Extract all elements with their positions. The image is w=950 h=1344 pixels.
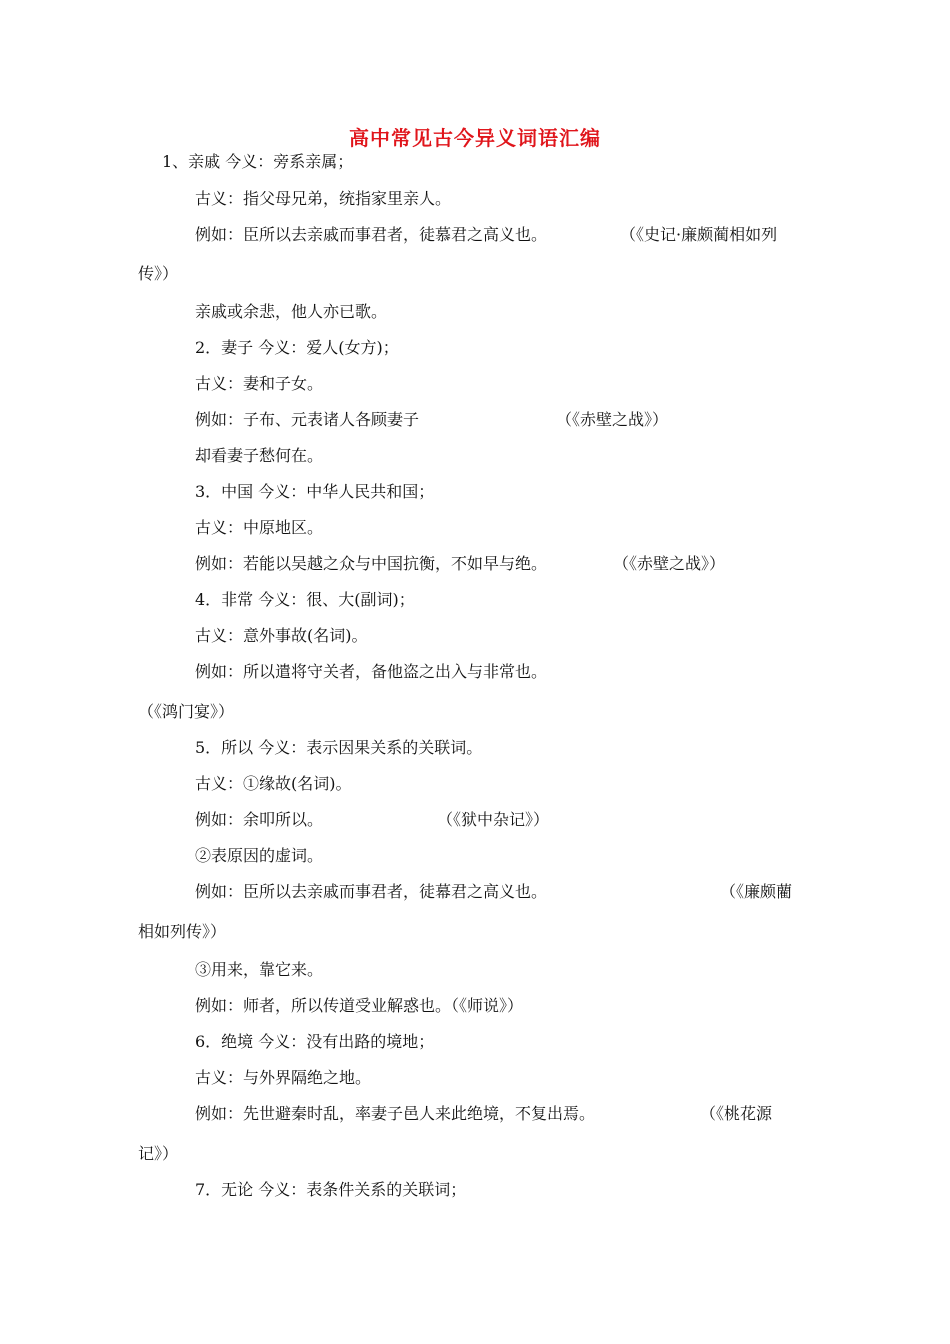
entry-5-ancient-2: ②表原因的虚词。 [195, 846, 324, 865]
entry-1-example-2: 亲戚或余悲，他人亦已歌。 [195, 302, 388, 321]
entry-5-example-2: 例如：臣所以去亲戚而事君者，徒幕君之高义也。 [195, 882, 548, 901]
entry-4-example: 例如：所以遣将守关者，备他盗之出入与非常也。 [195, 662, 548, 681]
entry-3-heading: 3．中国 今义：中华人民共和国； [195, 482, 435, 501]
entry-6-ancient: 古义：与外界隔绝之地。 [195, 1068, 372, 1087]
entry-2-example: 例如：子布、元表诸人各顾妻子 [195, 410, 420, 429]
entry-3-example: 例如：若能以吴越之众与中国抗衡，不如早与绝。 [195, 554, 548, 573]
document-title: 高中常见古今异义词语汇编 [349, 126, 601, 150]
entry-5-example-1: 例如：余叩所以。 [195, 810, 324, 829]
entry-2-example-2: 却看妻子愁何在。 [195, 446, 324, 465]
entry-6-heading: 6．绝境 今义：没有出路的境地； [195, 1032, 435, 1051]
entry-6-example: 例如：先世避秦时乱，率妻子邑人来此绝境，不复出焉。 [195, 1104, 596, 1123]
entry-1-source: （《史记·廉颇蔺相如列 [620, 225, 778, 244]
entry-5-example-3: 例如：师者，所以传道受业解惑也。（《师说》） [195, 996, 524, 1015]
entry-4-source: （《鸿门宴》） [138, 702, 235, 721]
entry-1-example: 例如：臣所以去亲戚而事君者，徒慕君之高义也。 [195, 225, 548, 244]
entry-6-source: （《桃花源 [700, 1104, 773, 1123]
entry-2-source: （《赤壁之战》） [556, 410, 669, 429]
entry-1-ancient: 古义：指父母兄弟，统指家里亲人。 [195, 189, 452, 208]
entry-2-ancient: 古义：妻和子女。 [195, 374, 324, 393]
entry-5-source-1: （《狱中杂记》） [437, 810, 550, 829]
entry-3-ancient: 古义：中原地区。 [195, 518, 324, 537]
entry-6-source-cont: 记》） [138, 1144, 179, 1163]
entry-4-ancient: 古义：意外事故(名词)。 [195, 626, 368, 645]
entry-1-heading: 1、亲戚 今义：旁系亲属； [162, 152, 354, 171]
entry-5-ancient-1: 古义：①缘故(名词)。 [195, 774, 352, 793]
entry-5-source-2-cont: 相如列传》） [138, 922, 227, 941]
entry-4-heading: 4．非常 今义：很、大(副词)； [195, 590, 415, 609]
entry-3-source: （《赤壁之战》） [613, 554, 726, 573]
entry-1-source-cont: 传》） [138, 264, 179, 283]
entry-2-heading: 2．妻子 今义：爱人(女方)； [195, 338, 399, 357]
entry-5-heading: 5．所以 今义：表示因果关系的关联词。 [195, 738, 483, 757]
entry-5-source-2: （《廉颇藺 [720, 882, 793, 901]
entry-5-ancient-3: ③用来，靠它来。 [195, 960, 324, 979]
entry-7-heading: 7．无论 今义：表条件关系的关联词； [195, 1180, 467, 1199]
